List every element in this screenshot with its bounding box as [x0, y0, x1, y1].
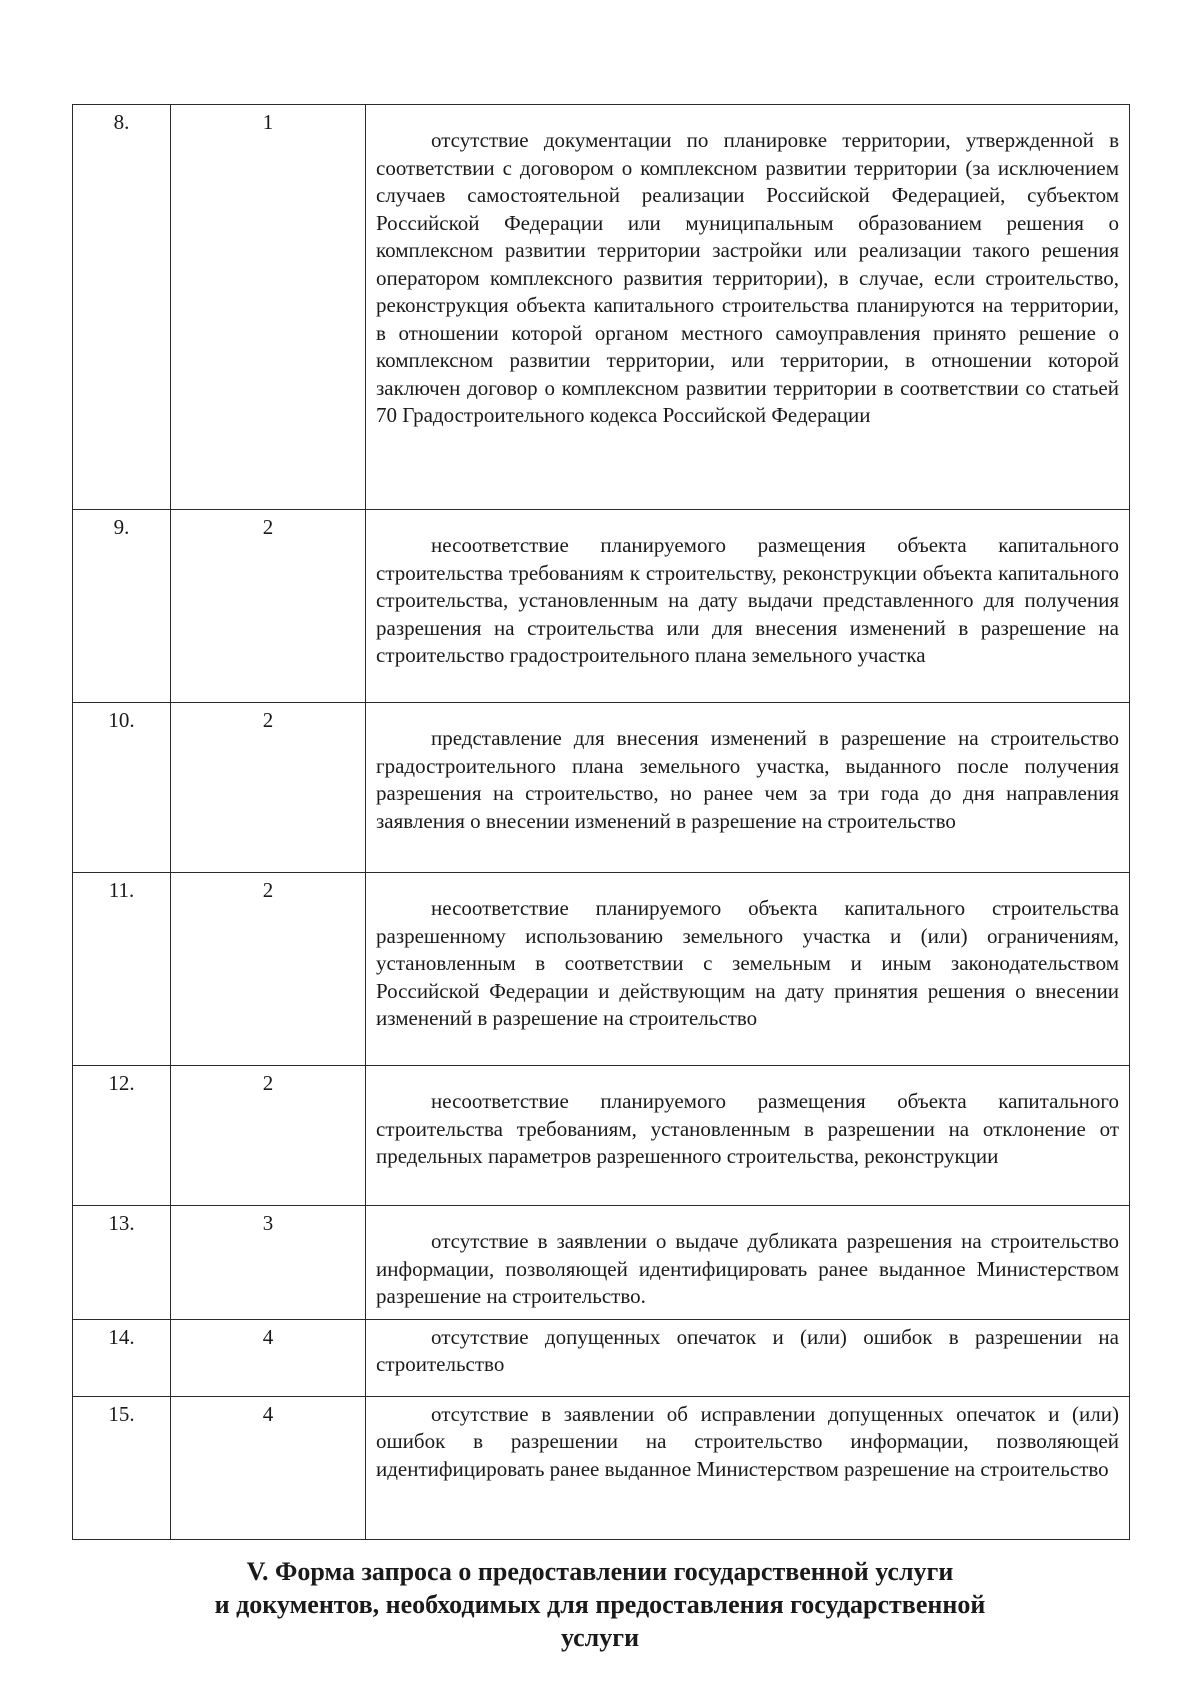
row-code: 4	[171, 1319, 366, 1396]
row-description: представление для внесения изменений в разрешение на строительство градостроительного плана земельного участка, выданного после получения разрешения на строительство, но ранее чем за три года до дня направления заявления о внесении изменений в разрешение на строительство	[366, 703, 1130, 873]
row-number: 14.	[73, 1319, 171, 1396]
row-description: несоответствие планируемого размещения объекта капитального строительства требованиям к строительству, реконструкции объекта капитального строительства, установленным на дату выдачи представленного для получения разрешения на строительства или для внесения изменений в разрешение на строительство градостроительного плана земельного участка	[366, 510, 1130, 703]
row-number: 10.	[73, 703, 171, 873]
row-code: 2	[171, 510, 366, 703]
table-row	[73, 1206, 1130, 1320]
row-code: 4	[171, 1396, 366, 1539]
row-description: несоответствие планируемого размещения объекта капитального строительства требованиям, установленным в разрешении на отклонение от предельных параметров разрешенного строительства, реконструкции	[366, 1066, 1130, 1206]
table-row	[73, 1319, 1130, 1396]
row-code: 2	[171, 873, 366, 1066]
section-heading-line: V. Форма запроса о предоставлении государственной услуги	[246, 1557, 954, 1586]
row-code: 1	[171, 105, 366, 510]
row-number: 15.	[73, 1396, 171, 1539]
row-description: отсутствие в заявлении о выдаче дубликата разрешения на строительство информации, позволяющей идентифицировать ранее выданное Министерством разрешение на строительство.	[366, 1206, 1130, 1320]
row-description: отсутствие в заявлении об исправлении допущенных опечаток и (или) ошибок в разрешении на строительство информации, позволяющей идентифицировать ранее выданное Министерством разрешение на строительство	[366, 1396, 1130, 1539]
row-description: отсутствие допущенных опечаток и (или) ошибок в разрешении на строительство	[366, 1319, 1130, 1396]
row-code: 3	[171, 1206, 366, 1320]
row-number: 8.	[73, 105, 171, 510]
section-heading-line: услуги	[560, 1623, 640, 1652]
grounds-table	[72, 104, 1130, 1540]
table-row	[73, 105, 1130, 510]
row-description: отсутствие документации по планировке территории, утвержденной в соответствии с договором о комплексном развитии территории (за исключением случаев самостоятельной реализации Российской Федерацией, субъектом Российской Федерации или муниципальным образованием решения о комплексном развитии территории застройки или реализации такого решения оператором комплексного развития территории), в случае, если строительство, реконструкция объекта капитального строительства планируются на территории, в отношении которой органом местного самоуправления принято решение о комплексном развитии территории, или территории, в отношении которой заключен договор о комплексном развитии территории в соответствии со статьей 70 Градостроительного кодекса Российской Федерации	[366, 105, 1130, 510]
row-code: 2	[171, 1066, 366, 1206]
table-row	[73, 873, 1130, 1066]
table-row	[73, 510, 1130, 703]
section-heading-line: и документов, необходимых для предоставления государственной	[214, 1590, 986, 1619]
table-row	[73, 1066, 1130, 1206]
row-number: 11.	[73, 873, 171, 1066]
row-number: 13.	[73, 1206, 171, 1320]
row-code: 2	[171, 703, 366, 873]
row-number: 12.	[73, 1066, 171, 1206]
table-row	[73, 703, 1130, 873]
row-description: несоответствие планируемого объекта капитального строительства разрешенному использованию земельного участка и (или) ограничениям, установленным в соответствии с земельным и иным законодательством Российской Федерации и действующим на дату принятия решения о внесении изменений в разрешение на строительство	[366, 873, 1130, 1066]
table-row	[73, 1396, 1130, 1539]
section-heading	[100, 1555, 1100, 1654]
row-number: 9.	[73, 510, 171, 703]
